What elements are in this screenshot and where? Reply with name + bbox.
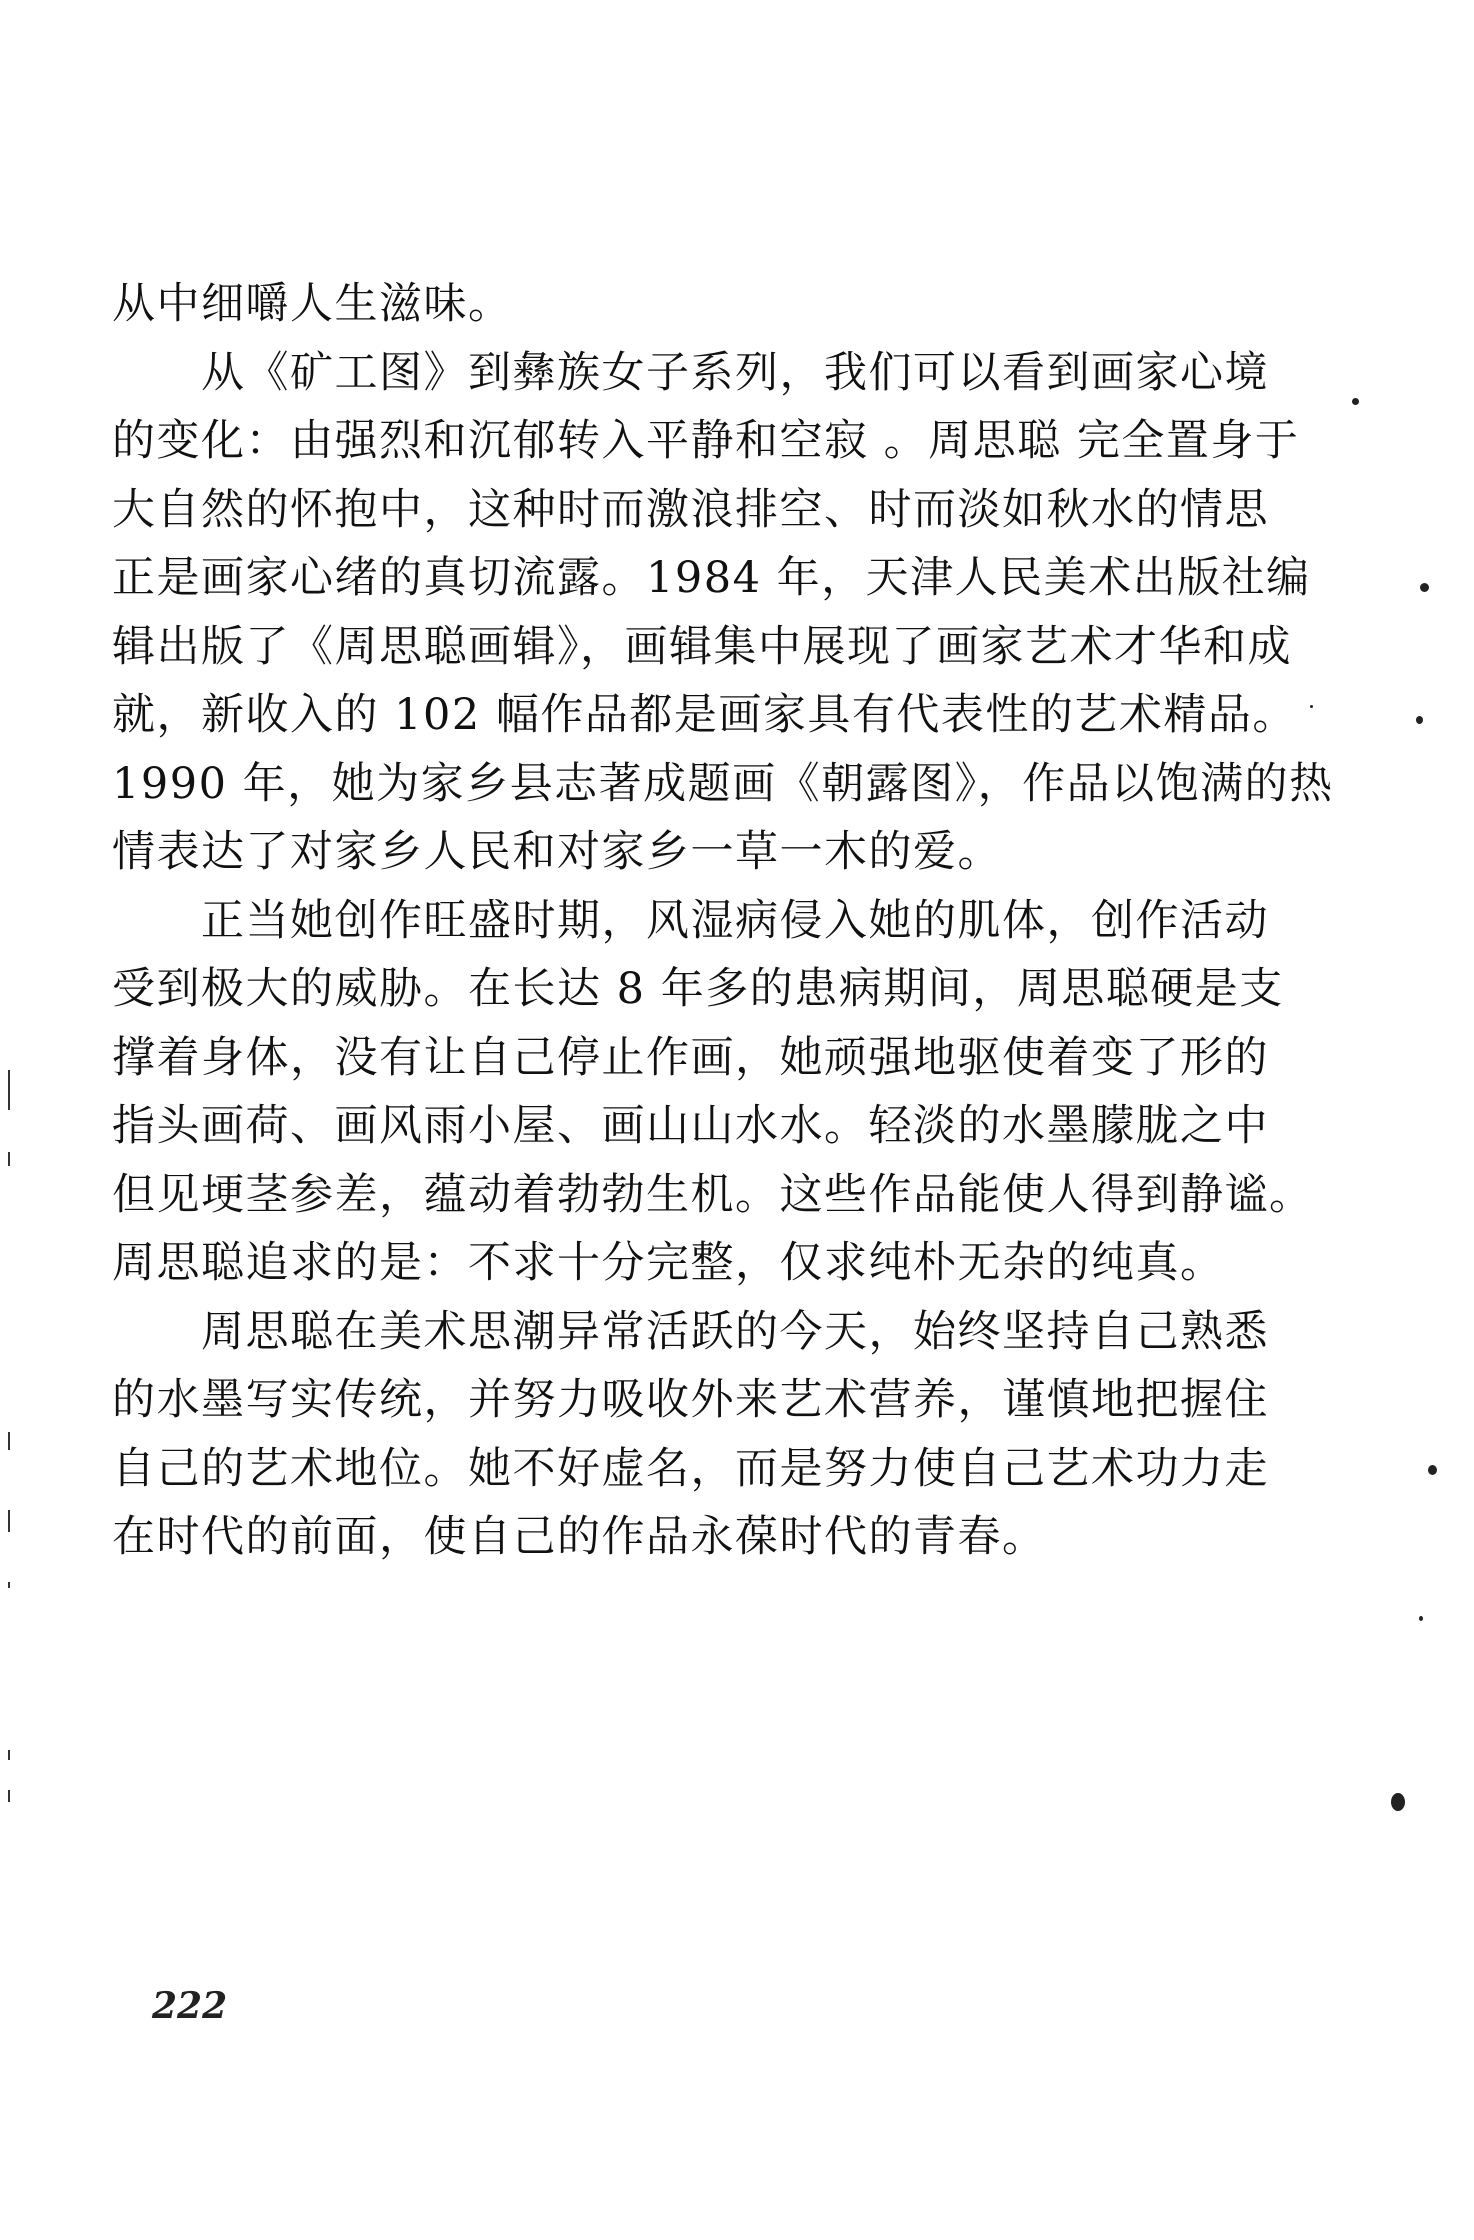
text-line: 正当她创作旺盛时期，风湿病侵入她的肌体，创作活动: [112, 895, 1269, 946]
text-line: 1990 年，她为家乡县志著成题画《朝露图》，作品以饱满的热: [112, 758, 1334, 809]
text-line: 辑出版了《周思聪画辑》，画辑集中展现了画家艺术才华和成: [112, 621, 1292, 672]
text-line: 的变化：由强烈和沉郁转入平静和空寂 。周思聪 完全置身于: [112, 416, 1300, 466]
text-line: 撑着身体，没有让自己停止作画，她顽强地驱使着变了形的: [112, 1032, 1269, 1083]
page-number: 222: [152, 1985, 228, 2027]
scan-speck: [8, 1070, 10, 1110]
scan-speck: [1391, 1793, 1405, 1811]
body-text: [112, 270, 1334, 1572]
text-line: 情表达了对家乡人民和对家乡一草一木的爱。: [112, 827, 1002, 877]
text-line: 从中细嚼人生滋味。: [112, 279, 513, 329]
scan-speck: [1310, 705, 1313, 708]
scan-speck: [8, 1750, 10, 1760]
text-line: 周思聪在美术思潮异常活跃的今天，始终坚持自己熟悉: [112, 1306, 1269, 1357]
text-line: 周思聪追求的是：不求十分完整，仅求纯朴无杂的纯真。: [112, 1238, 1225, 1288]
text-line: 指头画荷、画风雨小屋、画山山水水。轻淡的水墨朦胧之中: [112, 1101, 1269, 1151]
text-line: 在时代的前面，使自己的作品永葆时代的青春。: [112, 1512, 1047, 1562]
text-line: 就，新收入的 102 幅作品都是画家具有代表性的艺术精品。: [112, 690, 1297, 740]
scan-speck: [8, 1582, 10, 1588]
scan-speck: [8, 1432, 10, 1450]
text-line: 正是画家心绪的真切流露。1984 年，天津人民美术出版社编: [112, 553, 1311, 603]
scan-speck: [1420, 583, 1429, 592]
text-line: 但见埂茎参差，蕴动着勃勃生机。这些作品能使人得到静谧。: [112, 1169, 1314, 1220]
scan-speck: [1428, 1465, 1437, 1475]
text-line: 自己的艺术地位。她不好虚名，而是努力使自己艺术功力走: [112, 1443, 1269, 1494]
scan-speck: [8, 1152, 10, 1166]
text-line: 大自然的怀抱中，这种时而激浪排空、时而淡如秋水的情思: [112, 484, 1269, 535]
scan-speck: [1352, 398, 1359, 405]
scan-speck: [1416, 716, 1423, 724]
scan-speck: [1419, 1616, 1423, 1621]
text-line: 受到极大的威胁。在长达 8 年多的患病期间，周思聪硬是支: [112, 964, 1284, 1014]
scan-speck: [8, 1790, 10, 1802]
scan-speck: [8, 1510, 10, 1532]
text-line: 的水墨写实传统，并努力吸收外来艺术营养，谨慎地把握住: [112, 1375, 1269, 1425]
text-line: 从《矿工图》到彝族女子系列，我们可以看到画家心境: [112, 347, 1269, 398]
